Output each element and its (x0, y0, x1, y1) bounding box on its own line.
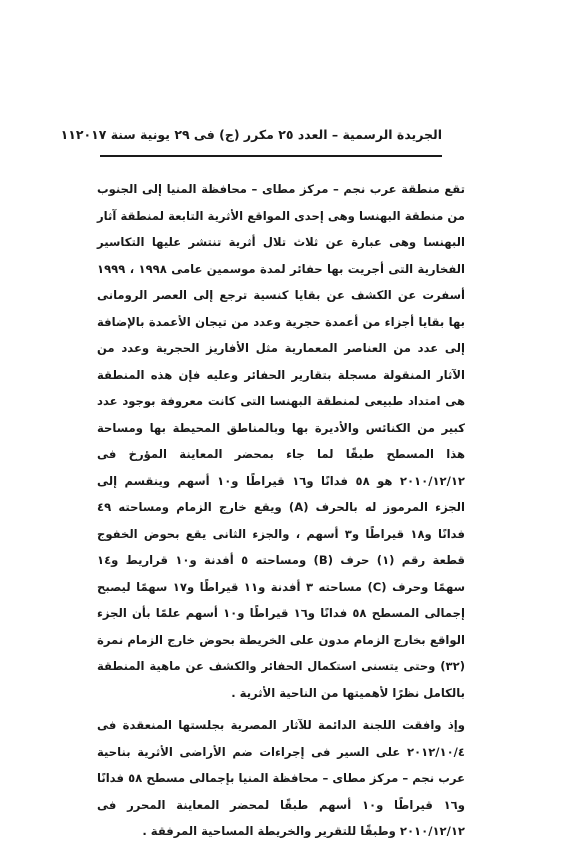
page-number: ١١ (60, 127, 76, 142)
paragraph-committee-approval: وإذ وافقت اللجنة الدائمة للآثار المصرية بجلستها المنعقدة فى ٢٠١٢/١٠/٤ على السير فى إجراءات ضم الأراضى الأثرية بناحية عرب نجم – مركز مطاى – محافظة المنيا بإجمالى مسطح ٥٨ فدانًا و١٦ قيراطًا و١٠ أسهم طبقًا لمحضر المعاينة المحرر فى ٢٠١٠/١٢/١٢ وطبقًا للتقرير والخريطة المساحية المرفقة . (97, 718, 465, 838)
header-rule (100, 155, 442, 157)
paragraph-site-description: تقع منطقة عرب نجم – مركز مطاى – محافظة المنيا إلى الجنوب من منطقة البهنسا وهى إحدى المواقع الأثرية التابعة لمنطقة آثار البهنسا وهى عبارة عن ثلاث تلال أثرية تنتشر عليها التكاسير الفخارية التى أجريت بها حفائر لمدة موسمين عامى ١٩٩٨ ، ١٩٩٩ أسفرت عن الكشف عن بقايا كنسية ترجع إلى العصر الرومانى بها بقايا أجزاء من أعمدة حجرية وعدد من تيجان الأعمدة بالإضافة إلى عدد من العناصر المعمارية مثل الأفاريز الحجرية وعدد من الآثار المنقولة مسجلة بتقارير الحفائر وعليه فإن هذه المنطقة هى امتداد طبيعى لمنطقة البهنسا التى كانت معروفة بوجود عدد كبير من الكنائس والأديرة بها وبالمناطق المحيطة بها ومساحة هذا المسطح طبقًا لما جاء بمحضر المعاينة المؤرخ فى ٢٠١٠/١٢/١٢ هو ٥٨ فدانًا و١٦ قيراطًا و١٠ أسهم وينقسم إلى الجزء المرموز له بالحرف (A) ويقع خارج الزمام ومساحته ٤٩ فدانًا و١٨ قيراطًا و٣ أسهم ، والجزء الثانى يقع بحوض الخفوج قطعة رقم (١) حرف (B) ومساحته ٥ أفدنة و١٠ قراريط و١٤ سهمًا وحرف (C) مساحته ٣ أفدنة و١١ قيراطًا و١٧ سهمًا ليصبح إجمالى المسطح ٥٨ فدانًا و١٦ قيراطًا و١٠ أسهم علمًا بأن الجزء الواقع بخارج الزمام مدون على الخريطة بحوض خارج الزمام نمرة (٣٢) وحتى يتسنى استكمال الحفائر والكشف عن ماهية المنطقة بالكامل نظرًا لأهميتها من الناحية الأثرية . (97, 182, 465, 700)
document-body (97, 176, 465, 845)
gazette-title: الجريدة الرسمية – العدد ٢٥ مكرر (ج) فى ٢٩ يونية سنة ٢٠١٧ (75, 127, 442, 142)
page-header (60, 127, 442, 142)
